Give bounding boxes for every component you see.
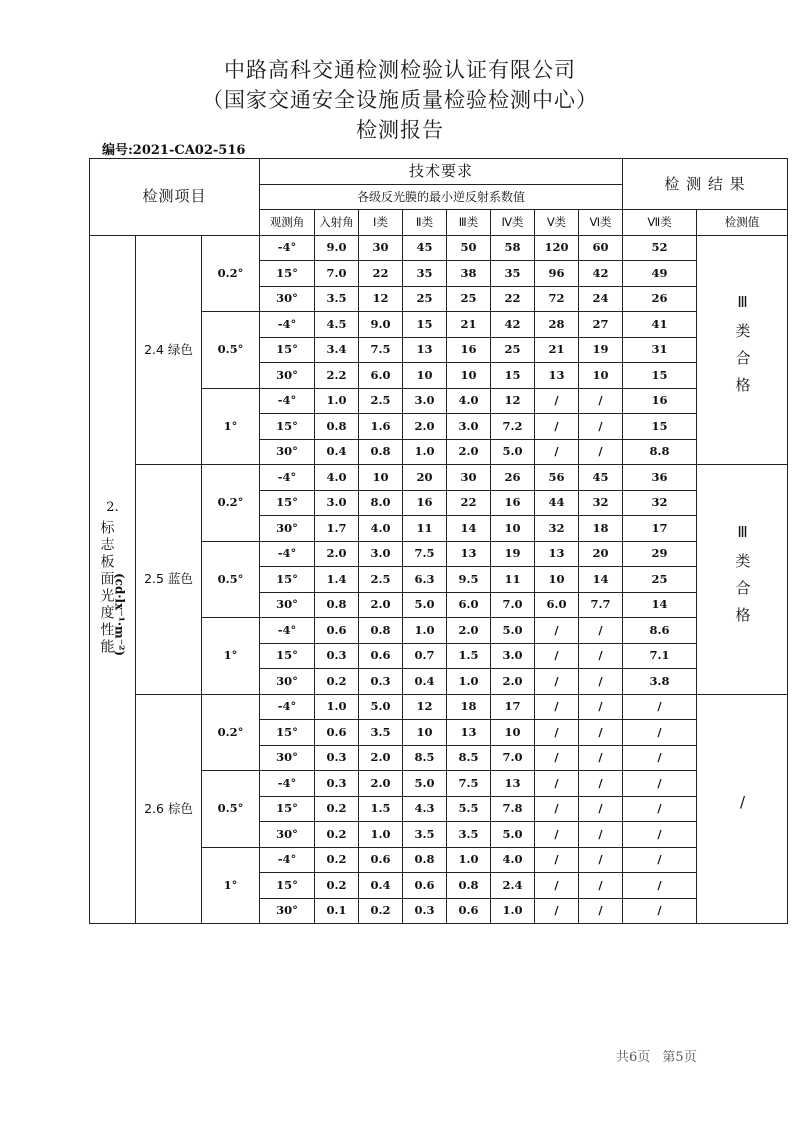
- observation-angle: 1°: [202, 388, 260, 465]
- required-value: /: [579, 439, 623, 465]
- required-value: 10: [579, 363, 623, 389]
- measured-value: 15: [623, 414, 697, 440]
- required-value: 2.0: [359, 771, 403, 797]
- observation-angle: 0.5°: [202, 771, 260, 848]
- measured-value: 17: [623, 516, 697, 542]
- required-value: /: [579, 898, 623, 924]
- required-value: 3.5: [403, 822, 447, 848]
- subheader-cell: Ⅵ类: [579, 210, 623, 236]
- header-tech-subtitle: 各级反光膜的最小逆反射系数值: [260, 184, 623, 210]
- required-value: /: [579, 643, 623, 669]
- incidence-angle: 30°: [260, 439, 315, 465]
- required-value: 60: [579, 235, 623, 261]
- incidence-angle: -4°: [260, 388, 315, 414]
- required-value: 0.3: [315, 771, 359, 797]
- item-unit: (cd·lx⁻¹·m⁻²): [112, 572, 127, 656]
- required-value: /: [535, 618, 579, 644]
- required-value: 6.3: [403, 567, 447, 593]
- required-value: 2.0: [447, 618, 491, 644]
- required-value: 1.0: [315, 694, 359, 720]
- required-value: 35: [491, 261, 535, 287]
- measured-value: 26: [623, 286, 697, 312]
- required-value: 0.3: [403, 898, 447, 924]
- conclusion-text: Ⅲ类合格: [733, 522, 752, 634]
- required-value: 44: [535, 490, 579, 516]
- required-value: 1.6: [359, 414, 403, 440]
- incidence-angle: 30°: [260, 516, 315, 542]
- required-value: 19: [491, 541, 535, 567]
- required-value: 0.6: [359, 643, 403, 669]
- color-group-label: 2.5 蓝色: [136, 465, 202, 695]
- required-value: 14: [447, 516, 491, 542]
- required-value: 32: [535, 516, 579, 542]
- required-value: 3.4: [315, 337, 359, 363]
- measured-value: /: [623, 694, 697, 720]
- required-value: 1.0: [447, 669, 491, 695]
- required-value: 1.0: [359, 822, 403, 848]
- required-value: 50: [447, 235, 491, 261]
- required-value: 16: [491, 490, 535, 516]
- incidence-angle: -4°: [260, 618, 315, 644]
- required-value: 0.2: [315, 796, 359, 822]
- current-page: 第5页: [662, 1050, 697, 1065]
- required-value: 0.6: [447, 898, 491, 924]
- incidence-angle: 30°: [260, 363, 315, 389]
- required-value: 0.4: [403, 669, 447, 695]
- required-value: /: [535, 873, 579, 899]
- incidence-angle: 15°: [260, 796, 315, 822]
- incidence-angle: -4°: [260, 312, 315, 338]
- conclusion-cell: [697, 235, 788, 465]
- required-value: 12: [491, 388, 535, 414]
- conclusion-cell: [697, 694, 788, 924]
- required-value: 6.0: [447, 592, 491, 618]
- measured-value: 41: [623, 312, 697, 338]
- required-value: 10: [447, 363, 491, 389]
- required-value: 22: [447, 490, 491, 516]
- required-value: 18: [447, 694, 491, 720]
- required-value: 0.1: [315, 898, 359, 924]
- required-value: 2.0: [315, 541, 359, 567]
- required-value: 32: [579, 490, 623, 516]
- measured-value: 49: [623, 261, 697, 287]
- incidence-angle: 15°: [260, 337, 315, 363]
- required-value: /: [579, 796, 623, 822]
- required-value: 5.5: [447, 796, 491, 822]
- required-value: 56: [535, 465, 579, 491]
- required-value: 10: [491, 516, 535, 542]
- required-value: 8.5: [403, 745, 447, 771]
- incidence-angle: 30°: [260, 669, 315, 695]
- subheader-cell: 入射角: [315, 210, 359, 236]
- header-test-item: 检测项目: [90, 159, 260, 236]
- required-value: /: [579, 669, 623, 695]
- measured-value: 15: [623, 363, 697, 389]
- incidence-angle: 30°: [260, 592, 315, 618]
- color-group-label: 2.6 棕色: [136, 694, 202, 924]
- required-value: /: [535, 720, 579, 746]
- required-value: 12: [359, 286, 403, 312]
- required-value: 7.8: [491, 796, 535, 822]
- subheader-cell: Ⅱ类: [403, 210, 447, 236]
- required-value: 12: [403, 694, 447, 720]
- required-value: 0.4: [359, 873, 403, 899]
- required-value: 2.0: [491, 669, 535, 695]
- required-value: 16: [447, 337, 491, 363]
- required-value: /: [579, 720, 623, 746]
- required-value: 1.0: [447, 847, 491, 873]
- required-value: 0.3: [315, 643, 359, 669]
- required-value: 4.0: [359, 516, 403, 542]
- required-value: 15: [403, 312, 447, 338]
- page-footer: [616, 1046, 705, 1065]
- required-value: 0.8: [359, 618, 403, 644]
- org-subtitle: （国家交通安全设施质量检验检测中心）: [202, 88, 598, 112]
- required-value: 18: [579, 516, 623, 542]
- incidence-angle: 30°: [260, 898, 315, 924]
- measured-value: 8.8: [623, 439, 697, 465]
- observation-angle: 0.2°: [202, 465, 260, 542]
- required-value: 45: [579, 465, 623, 491]
- incidence-angle: 15°: [260, 720, 315, 746]
- incidence-angle: 30°: [260, 822, 315, 848]
- measured-value: 29: [623, 541, 697, 567]
- required-value: 30: [447, 465, 491, 491]
- required-value: 2.5: [359, 388, 403, 414]
- incidence-angle: -4°: [260, 235, 315, 261]
- required-value: 120: [535, 235, 579, 261]
- required-value: 5.0: [359, 694, 403, 720]
- observation-angle: 0.2°: [202, 694, 260, 771]
- table-row: [90, 235, 788, 261]
- observation-angle: 1°: [202, 847, 260, 924]
- incidence-angle: 15°: [260, 261, 315, 287]
- required-value: 13: [403, 337, 447, 363]
- required-value: /: [579, 388, 623, 414]
- required-value: 0.3: [359, 669, 403, 695]
- required-value: 7.7: [579, 592, 623, 618]
- measured-value: /: [623, 771, 697, 797]
- measured-value: 16: [623, 388, 697, 414]
- test-results-table: [89, 158, 788, 924]
- measured-value: /: [623, 796, 697, 822]
- required-value: 0.8: [447, 873, 491, 899]
- required-value: /: [535, 414, 579, 440]
- required-value: /: [535, 643, 579, 669]
- measured-value: 32: [623, 490, 697, 516]
- measured-value: 7.1: [623, 643, 697, 669]
- required-value: 10: [535, 567, 579, 593]
- measured-value: 14: [623, 592, 697, 618]
- required-value: 96: [535, 261, 579, 287]
- required-value: 3.0: [403, 388, 447, 414]
- required-value: /: [579, 771, 623, 797]
- required-value: 25: [491, 337, 535, 363]
- required-value: 4.0: [315, 465, 359, 491]
- required-value: 0.8: [315, 414, 359, 440]
- required-value: 19: [579, 337, 623, 363]
- required-value: 10: [359, 465, 403, 491]
- conclusion-cell: [697, 465, 788, 695]
- required-value: /: [535, 745, 579, 771]
- required-value: 21: [447, 312, 491, 338]
- required-value: 13: [491, 771, 535, 797]
- required-value: 0.2: [359, 898, 403, 924]
- required-value: 4.0: [447, 388, 491, 414]
- required-value: /: [535, 771, 579, 797]
- incidence-angle: 30°: [260, 286, 315, 312]
- required-value: 20: [403, 465, 447, 491]
- required-value: /: [535, 796, 579, 822]
- incidence-angle: 15°: [260, 490, 315, 516]
- required-value: 1.0: [403, 618, 447, 644]
- document-title: 检测报告: [356, 118, 444, 142]
- report-number: 编号:2021-CA02-516: [102, 143, 246, 158]
- subheader-cell: 观测角: [260, 210, 315, 236]
- required-value: 0.2: [315, 822, 359, 848]
- subheader-cell: Ⅳ类: [491, 210, 535, 236]
- incidence-angle: 15°: [260, 567, 315, 593]
- measured-value: /: [623, 873, 697, 899]
- measured-value: 8.6: [623, 618, 697, 644]
- required-value: 7.0: [491, 592, 535, 618]
- incidence-angle: -4°: [260, 465, 315, 491]
- required-value: 0.6: [403, 873, 447, 899]
- required-value: 13: [535, 363, 579, 389]
- required-value: 3.0: [447, 414, 491, 440]
- required-value: 3.5: [315, 286, 359, 312]
- measured-value: /: [623, 847, 697, 873]
- required-value: 9.0: [359, 312, 403, 338]
- observation-angle: 0.5°: [202, 541, 260, 618]
- required-value: 9.0: [315, 235, 359, 261]
- required-value: 35: [403, 261, 447, 287]
- required-value: 20: [579, 541, 623, 567]
- item-name: 标志板面光度性能: [98, 519, 115, 656]
- required-value: 1.4: [315, 567, 359, 593]
- required-value: 3.5: [447, 822, 491, 848]
- required-value: 13: [447, 720, 491, 746]
- required-value: 0.4: [315, 439, 359, 465]
- required-value: 2.0: [359, 745, 403, 771]
- required-value: 3.0: [491, 643, 535, 669]
- required-value: 22: [359, 261, 403, 287]
- required-value: 1.0: [315, 388, 359, 414]
- required-value: 45: [403, 235, 447, 261]
- required-value: /: [535, 847, 579, 873]
- measured-value: /: [623, 720, 697, 746]
- required-value: 27: [579, 312, 623, 338]
- required-value: 0.7: [403, 643, 447, 669]
- required-value: 7.2: [491, 414, 535, 440]
- required-value: 7.0: [491, 745, 535, 771]
- measured-value: 36: [623, 465, 697, 491]
- total-pages: 共6页: [616, 1050, 651, 1065]
- required-value: 11: [403, 516, 447, 542]
- required-value: 0.8: [315, 592, 359, 618]
- required-value: 8.5: [447, 745, 491, 771]
- required-value: 21: [535, 337, 579, 363]
- measured-value: /: [623, 898, 697, 924]
- required-value: 7.0: [315, 261, 359, 287]
- required-value: 9.5: [447, 567, 491, 593]
- required-value: 1.5: [359, 796, 403, 822]
- incidence-angle: 30°: [260, 745, 315, 771]
- header-test-result: 检 测 结 果: [623, 159, 788, 210]
- required-value: 11: [491, 567, 535, 593]
- required-value: 13: [447, 541, 491, 567]
- subheader-cell: Ⅶ类: [623, 210, 697, 236]
- required-value: 1.0: [491, 898, 535, 924]
- required-value: 7.5: [359, 337, 403, 363]
- required-value: /: [579, 694, 623, 720]
- measured-value: 25: [623, 567, 697, 593]
- incidence-angle: -4°: [260, 771, 315, 797]
- observation-angle: 1°: [202, 618, 260, 695]
- required-value: 0.6: [359, 847, 403, 873]
- required-value: 1.7: [315, 516, 359, 542]
- required-value: 0.8: [403, 847, 447, 873]
- required-value: 6.0: [535, 592, 579, 618]
- observation-angle: 0.2°: [202, 235, 260, 312]
- subheader-cell: Ⅴ类: [535, 210, 579, 236]
- header-tech-requirements: 技术要求: [260, 159, 623, 185]
- required-value: /: [579, 822, 623, 848]
- required-value: 2.2: [315, 363, 359, 389]
- required-value: /: [535, 822, 579, 848]
- required-value: /: [579, 745, 623, 771]
- required-value: /: [579, 618, 623, 644]
- required-value: 6.0: [359, 363, 403, 389]
- required-value: 17: [491, 694, 535, 720]
- required-value: 14: [579, 567, 623, 593]
- required-value: 15: [491, 363, 535, 389]
- required-value: 2.0: [403, 414, 447, 440]
- required-value: 4.0: [491, 847, 535, 873]
- measured-value: /: [623, 822, 697, 848]
- measured-value: 3.8: [623, 669, 697, 695]
- required-value: 1.0: [403, 439, 447, 465]
- required-value: /: [579, 873, 623, 899]
- required-value: 25: [447, 286, 491, 312]
- required-value: 42: [579, 261, 623, 287]
- required-value: 0.2: [315, 847, 359, 873]
- required-value: 2.0: [447, 439, 491, 465]
- required-value: 2.4: [491, 873, 535, 899]
- required-value: 0.6: [315, 720, 359, 746]
- required-value: 0.8: [359, 439, 403, 465]
- required-value: 5.0: [403, 771, 447, 797]
- required-value: 8.0: [359, 490, 403, 516]
- required-value: 72: [535, 286, 579, 312]
- incidence-angle: 15°: [260, 414, 315, 440]
- subheader-cell: Ⅲ类: [447, 210, 491, 236]
- incidence-angle: -4°: [260, 541, 315, 567]
- table-row: [90, 465, 788, 491]
- required-value: /: [535, 439, 579, 465]
- required-value: 10: [403, 720, 447, 746]
- required-value: 5.0: [491, 439, 535, 465]
- required-value: 2.0: [359, 592, 403, 618]
- required-value: 0.2: [315, 669, 359, 695]
- incidence-angle: -4°: [260, 847, 315, 873]
- incidence-angle: 15°: [260, 643, 315, 669]
- required-value: 30: [359, 235, 403, 261]
- required-value: 5.0: [491, 618, 535, 644]
- required-value: /: [535, 669, 579, 695]
- required-value: 0.3: [315, 745, 359, 771]
- required-value: 38: [447, 261, 491, 287]
- required-value: 2.5: [359, 567, 403, 593]
- measured-value: 52: [623, 235, 697, 261]
- item-number: 2.: [106, 499, 119, 515]
- required-value: 7.5: [447, 771, 491, 797]
- required-value: 7.5: [403, 541, 447, 567]
- subheader-cell: 检测值: [697, 210, 788, 236]
- required-value: /: [535, 388, 579, 414]
- required-value: 10: [491, 720, 535, 746]
- required-value: 3.5: [359, 720, 403, 746]
- conclusion-text: /: [733, 792, 752, 823]
- required-value: 42: [491, 312, 535, 338]
- measured-value: 31: [623, 337, 697, 363]
- required-value: /: [579, 847, 623, 873]
- required-value: 1.5: [447, 643, 491, 669]
- required-value: 3.0: [315, 490, 359, 516]
- required-value: 25: [403, 286, 447, 312]
- observation-angle: 0.5°: [202, 312, 260, 389]
- conclusion-text: Ⅲ类合格: [733, 293, 752, 404]
- measured-value: /: [623, 745, 697, 771]
- required-value: 4.5: [315, 312, 359, 338]
- color-group-label: 2.4 绿色: [136, 235, 202, 465]
- test-item-cell: [90, 235, 136, 924]
- required-value: 3.0: [359, 541, 403, 567]
- required-value: 10: [403, 363, 447, 389]
- required-value: 4.3: [403, 796, 447, 822]
- required-value: 0.6: [315, 618, 359, 644]
- required-value: 22: [491, 286, 535, 312]
- required-value: /: [535, 898, 579, 924]
- incidence-angle: 15°: [260, 873, 315, 899]
- required-value: 16: [403, 490, 447, 516]
- org-name: 中路高科交通检测检验认证有限公司: [224, 58, 576, 82]
- required-value: 28: [535, 312, 579, 338]
- required-value: /: [535, 694, 579, 720]
- required-value: 58: [491, 235, 535, 261]
- required-value: 13: [535, 541, 579, 567]
- required-value: 5.0: [403, 592, 447, 618]
- table-row: [90, 694, 788, 720]
- required-value: 0.2: [315, 873, 359, 899]
- required-value: /: [579, 414, 623, 440]
- incidence-angle: -4°: [260, 694, 315, 720]
- subheader-cell: Ⅰ类: [359, 210, 403, 236]
- required-value: 24: [579, 286, 623, 312]
- required-value: 5.0: [491, 822, 535, 848]
- required-value: 26: [491, 465, 535, 491]
